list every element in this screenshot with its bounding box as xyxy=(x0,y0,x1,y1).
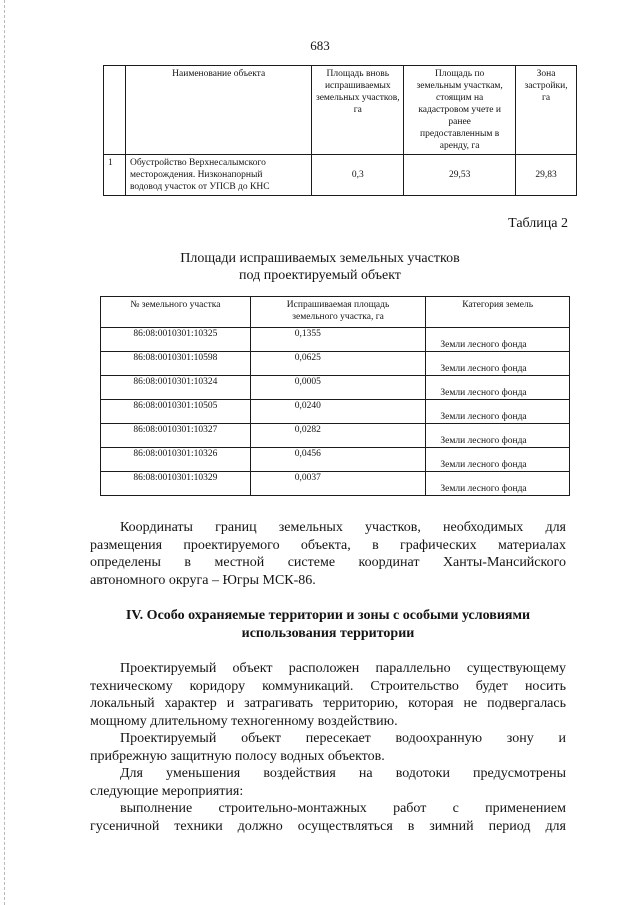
header-object-name: Наименование объекта xyxy=(125,66,311,155)
text-line: Координаты границ земельных участков, необходимых для xyxy=(120,520,566,535)
page-edge-line xyxy=(4,0,5,905)
coordinates-paragraph xyxy=(90,519,566,589)
row-zone: 29,83 xyxy=(516,155,577,196)
table-row xyxy=(101,448,570,472)
text-line: размещения проектируемого объекта, в графических материалах xyxy=(90,537,566,553)
table-row xyxy=(104,155,577,196)
plot-category: Земли лесного фонда xyxy=(426,400,570,424)
plot-id: 86:08:0010301:10505 xyxy=(101,400,251,424)
text-line: локальный характер и затрагивать территорию, которая не подвергалась xyxy=(90,696,566,711)
row-object-name: Обустройство Верхнесалымского месторождения. Низконапорный водовод участок от УПСВ до КНС xyxy=(125,155,311,196)
header-new-area: Площадь вновь испрашиваемых земельных участков, га xyxy=(312,66,404,155)
plot-area: 0,0005 xyxy=(250,376,426,400)
row-num: 1 xyxy=(104,155,126,196)
text-line: выполнение строительно-монтажных работ с применением xyxy=(120,801,566,816)
plot-area: 0,0456 xyxy=(250,448,426,472)
plot-id: 86:08:0010301:10327 xyxy=(101,424,251,448)
plot-id: 86:08:0010301:10324 xyxy=(101,376,251,400)
plot-area: 0,0282 xyxy=(250,424,426,448)
plot-category: Земли лесного фонда xyxy=(426,352,570,376)
objects-table xyxy=(103,65,577,196)
text-line: определены в местной системе координат Ханты-Мансийского xyxy=(90,555,566,570)
plot-area: 0,0037 xyxy=(250,472,426,496)
text-line: Проектируемый объект пересекает водоохранную зону и xyxy=(120,731,566,746)
header-land-category: Категория земель xyxy=(426,297,570,328)
section-heading: IV. Особо охраняемые территории и зоны с особыми условиями использования территории xyxy=(125,608,531,641)
plot-id: 86:08:0010301:10326 xyxy=(101,448,251,472)
table-row xyxy=(101,472,570,496)
text-line: следующие мероприятия: xyxy=(90,783,244,799)
plot-category: Земли лесного фонда xyxy=(426,424,570,448)
table-2-label: Таблица 2 xyxy=(508,216,568,231)
plot-category: Земли лесного фонда xyxy=(426,448,570,472)
plot-area: 0,0625 xyxy=(250,352,426,376)
table-row xyxy=(101,424,570,448)
table-header-row xyxy=(104,66,577,155)
table-row xyxy=(101,400,570,424)
row-new-area: 0,3 xyxy=(312,155,404,196)
header-zone: Зона застройки, га xyxy=(516,66,577,155)
plot-id: 86:08:0010301:10329 xyxy=(101,472,251,496)
plot-id: 86:08:0010301:10325 xyxy=(101,328,251,352)
header-plot-number: № земельного участка xyxy=(101,297,251,328)
row-registered-area: 29,53 xyxy=(404,155,516,196)
text-line: Проектируемый объект расположен параллельно существующему xyxy=(120,661,566,676)
page-number: 683 xyxy=(310,38,330,53)
table-header-row xyxy=(101,297,570,328)
land-plots-table xyxy=(100,296,570,496)
text-line: Для уменьшения воздействия на водотоки предусмотрены xyxy=(120,766,566,781)
plot-category: Земли лесного фонда xyxy=(426,472,570,496)
table-row xyxy=(101,352,570,376)
plot-area: 0,0240 xyxy=(250,400,426,424)
header-registered-area: Площадь по земельным участкам, стоящим на кадастровом учете и ранее предоставленным в аренду, га xyxy=(404,66,516,155)
header-num xyxy=(104,66,126,155)
plot-area: 0,1355 xyxy=(250,328,426,352)
plot-category: Земли лесного фонда xyxy=(426,376,570,400)
text-line: техническому коридору коммуникаций. Строительство будет носить xyxy=(90,678,566,694)
text-line: гусеничной техники должно осуществляться в зимний период для xyxy=(90,818,566,834)
table-row xyxy=(101,376,570,400)
table-row xyxy=(101,328,570,352)
plot-id: 86:08:0010301:10598 xyxy=(101,352,251,376)
text-line: автономного округа – Югры МСК-86. xyxy=(90,572,316,588)
plot-category: Земли лесного фонда xyxy=(426,328,570,352)
text-line: прибрежную защитную полосу водных объектов. xyxy=(90,748,385,764)
body-text xyxy=(90,660,566,835)
header-requested-area: Испрашиваемая площадь земельного участка, га xyxy=(250,297,426,328)
text-line: мощному длительному техногенному воздействию. xyxy=(90,713,398,729)
table-2-title: Площади испрашиваемых земельных участков под проектируемый объект xyxy=(180,251,460,283)
